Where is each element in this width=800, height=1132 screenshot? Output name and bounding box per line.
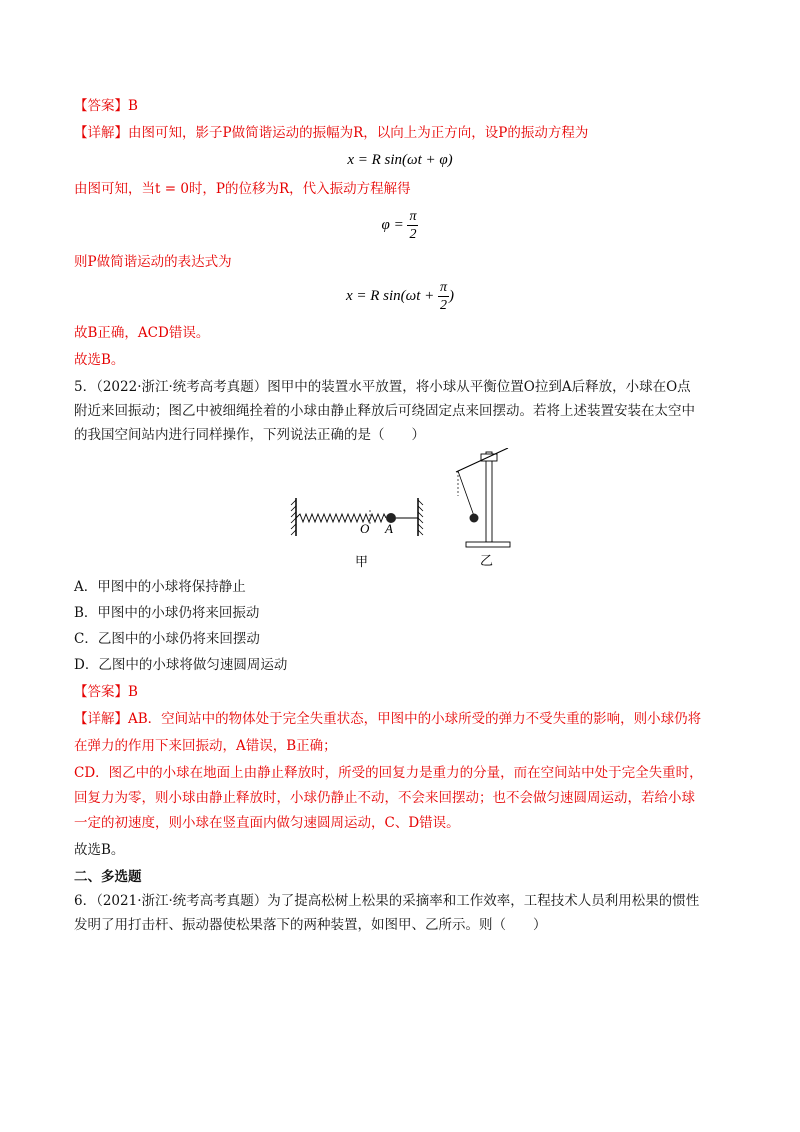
detail-1-line-5: 故选B。 <box>74 352 125 368</box>
q5-stem-line-3: 的我国空间站内进行同样操作，下列说法正确的是（ ） <box>74 427 425 443</box>
figure-b-caption: 乙 <box>480 554 494 569</box>
q5-option-d: D．乙图中的小球将做匀速圆周运动 <box>74 657 288 673</box>
detail-1-line-4: 故B正确，ACD错误。 <box>74 325 210 341</box>
equation-3: x = R sin(ωt + $\frac{\pi}{2}$ ) <box>345 280 455 313</box>
answer-2: 【答案】B <box>74 684 138 700</box>
q5-option-a: A．甲图中的小球将保持静止 <box>74 579 246 595</box>
detail-2-line-2: 在弹力的作用下来回振动，A错误，B正确； <box>74 738 337 754</box>
detail-2-line-1: 【详解】AB．空间站中的物体处于完全失重状态，甲图中的小球所受的弹力不受失重的影响，则小球仍将 <box>74 711 702 727</box>
answer-1: 【答案】B <box>74 98 138 114</box>
section-title: 二、多选题 <box>74 869 142 885</box>
equation-1: x = R sin(ωt + φ) <box>347 152 453 168</box>
pendulum-figure <box>450 448 520 550</box>
detail-2-line-5: 一定的初速度，则小球在竖直面内做匀速圆周运动，C、D错误。 <box>74 815 460 831</box>
detail-2-line-4: 回复力为零，则小球由静止释放时，小球仍静止不动，不会来回摆动；也不会做匀速圆周运动，若给小球 <box>74 790 695 806</box>
equation-2: φ = $\frac{\pi}{2}$ <box>381 209 417 242</box>
detail-1-line-2: 由图可知，当t = 0时，P的位移为R，代入振动方程解得 <box>74 181 411 197</box>
q6-stem-line-1: 6．（2021·浙江·统考高考真题）为了提高松树上松果的采摘率和工作效率，工程技术人员利用松果的惯性 <box>74 893 700 909</box>
q5-option-b: B．甲图中的小球仍将来回振动 <box>74 605 260 621</box>
label-A: A <box>385 521 393 536</box>
q6-stem-line-2: 发明了用打击杆、振动器使松果落下的两种装置，如图甲、乙所示。则（ ） <box>74 917 547 933</box>
label-O: O <box>360 521 370 536</box>
q5-stem-line-1: 5．（2022·浙江·统考高考真题）图甲中的装置水平放置，将小球从平衡位置O拉到A后释放，小球在O点 <box>74 379 691 395</box>
q5-option-c: C．乙图中的小球仍将来回摆动 <box>74 631 260 647</box>
figure-a-caption: 甲 <box>355 555 369 570</box>
detail-2-line-6: 故选B。 <box>74 842 125 858</box>
detail-2-line-3: CD．图乙中的小球在地面上由静止释放时，所受的回复力是重力的分量，而在空间站中处于完全失重时， <box>74 765 703 781</box>
detail-1-line-1: 【详解】由图可知，影子P做简谐运动的振幅为R，以向上为正方向，设P的振动方程为 <box>74 125 589 141</box>
q5-stem-line-2: 附近来回振动；图乙中被细绳拴着的小球由静止释放后可绕固定点来回摆动。若将上述装置安装在太空中 <box>74 403 695 419</box>
detail-1-line-3: 则P做简谐运动的表达式为 <box>74 254 232 270</box>
